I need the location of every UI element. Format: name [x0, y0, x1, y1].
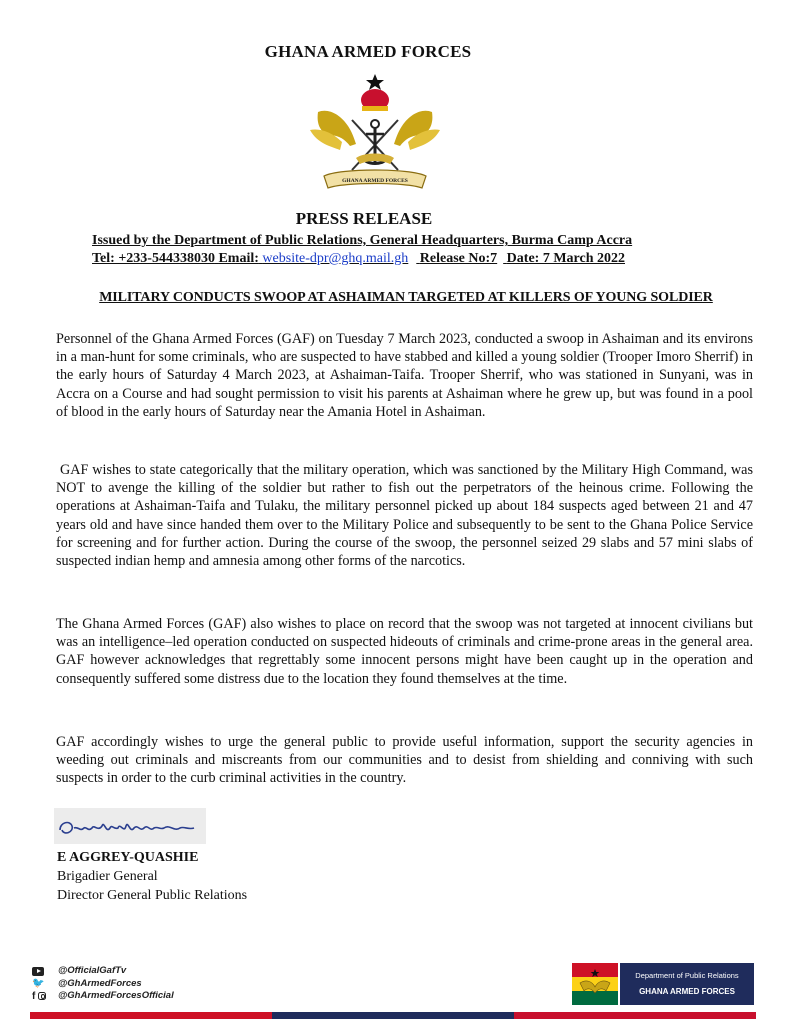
department-name: Department of Public Relations [635, 971, 739, 980]
body-paragraph: GAF wishes to state categorically that the military operation, which was sanctioned by the Military High Command, was NOT to avenge the killing of the soldier but rather to fish out the perpetrators of the heinous crime. Following the operations at Ashaiman-Taifa and Tulaku, the military personnel picked up about 184 suspects aged between 21 and 47 years old and have since handed them over to the Military Police and subsequently to be sent to the Ghana Police Service for screening and for further action. During the course of the swoop, the personnel seized 29 slabs and 57 mini slabs of suspected indian hemp and amnesia among other forms of the narcotics. [56, 462, 753, 570]
ghana-armed-forces-crest-icon [300, 72, 450, 194]
youtube-icon [32, 967, 44, 976]
telephone: Tel: +233-544338030 [92, 251, 215, 266]
social-handle: @GhArmedForces [58, 977, 142, 989]
press-release-title: PRESS RELEASE [295, 209, 433, 228]
release-headline: MILITARY CONDUCTS SWOOP AT ASHAIMAN TARGETED AT KILLERS OF YOUNG SOLDIER [99, 290, 713, 305]
footer-color-bar [30, 1012, 756, 1019]
social-handles [32, 965, 174, 1003]
issued-by-line: Issued by the Department of Public Relations, General Headquarters, Burma Camp Accra [92, 233, 633, 248]
social-handle: @OfficialGafTv [58, 965, 127, 976]
email-link[interactable]: website-dpr@ghq.mail.gh [262, 251, 409, 266]
release-date: Date: 7 March 2022 [506, 251, 625, 266]
release-number: Release No:7 [419, 251, 498, 266]
contact-line [92, 251, 625, 267]
social-handle: @GhArmedForcesOfficial [58, 990, 174, 1001]
department-badge-label [620, 963, 754, 1005]
signatory-block [57, 848, 247, 905]
footer-bar-red [30, 1012, 272, 1019]
email-label: Email: [218, 251, 259, 266]
footer-bar-red-2 [514, 1012, 756, 1019]
ghana-flag-crest-icon [572, 963, 618, 1005]
social-row-facebook-instagram[interactable] [32, 990, 174, 1003]
organization-name: GHANA ARMED FORCES [639, 987, 735, 996]
social-row-youtube[interactable] [32, 965, 174, 978]
organization-heading: GHANA ARMED FORCES [264, 42, 472, 61]
signatory-rank: Brigadier General [57, 869, 158, 884]
social-row-twitter[interactable] [32, 978, 174, 991]
body-paragraph: The Ghana Armed Forces (GAF) also wishes to place on record that the swoop was not targeted at innocent civilians but was an intelligence–led operation conducted on suspected hideouts of criminals and crime-prone areas in the general area. GAF however acknowledges that regrettably some innocent persons might have been caught up in the operation and consequently suffered some distress due to the location they found themselves at the time. [56, 616, 753, 687]
body-paragraph: GAF accordingly wishes to urge the general public to provide useful information, support the security agencies in weeding out criminals and miscreants from our communities and to desist from shielding and conniving with such suspects in order to the curb criminal activities in the country. [56, 734, 753, 787]
handwritten-signature [54, 808, 206, 844]
signatory-name: E AGGREY-QUASHIE [57, 850, 199, 865]
crest-scroll-label: GHANA ARMED FORCES [342, 178, 408, 184]
department-badge [572, 963, 754, 1005]
body-paragraph: Personnel of the Ghana Armed Forces (GAF) on Tuesday 7 March 2023, conducted a swoop in Ashaiman and its environs in a man-hunt for some criminals, who are suspected to have stabbed and killed a young soldier (Trooper Imoro Sherrif) in the early hours of Saturday 4 March 2023, at Ashaiman-Taifa. Trooper Sherrif, who was stationed in Sunyani, was in Accra on a Course and had sought permission to visit his parents at Ashaiman where he grew up, but was found in a pool of blood in the early hours of Saturday near the Amania Hotel in Ashaiman. [56, 331, 753, 420]
signatory-title: Director General Public Relations [57, 888, 248, 903]
footer-bar-navy [272, 1012, 514, 1019]
facebook-instagram-icon: f [32, 992, 56, 1001]
twitter-icon: 🐦 [32, 978, 45, 990]
